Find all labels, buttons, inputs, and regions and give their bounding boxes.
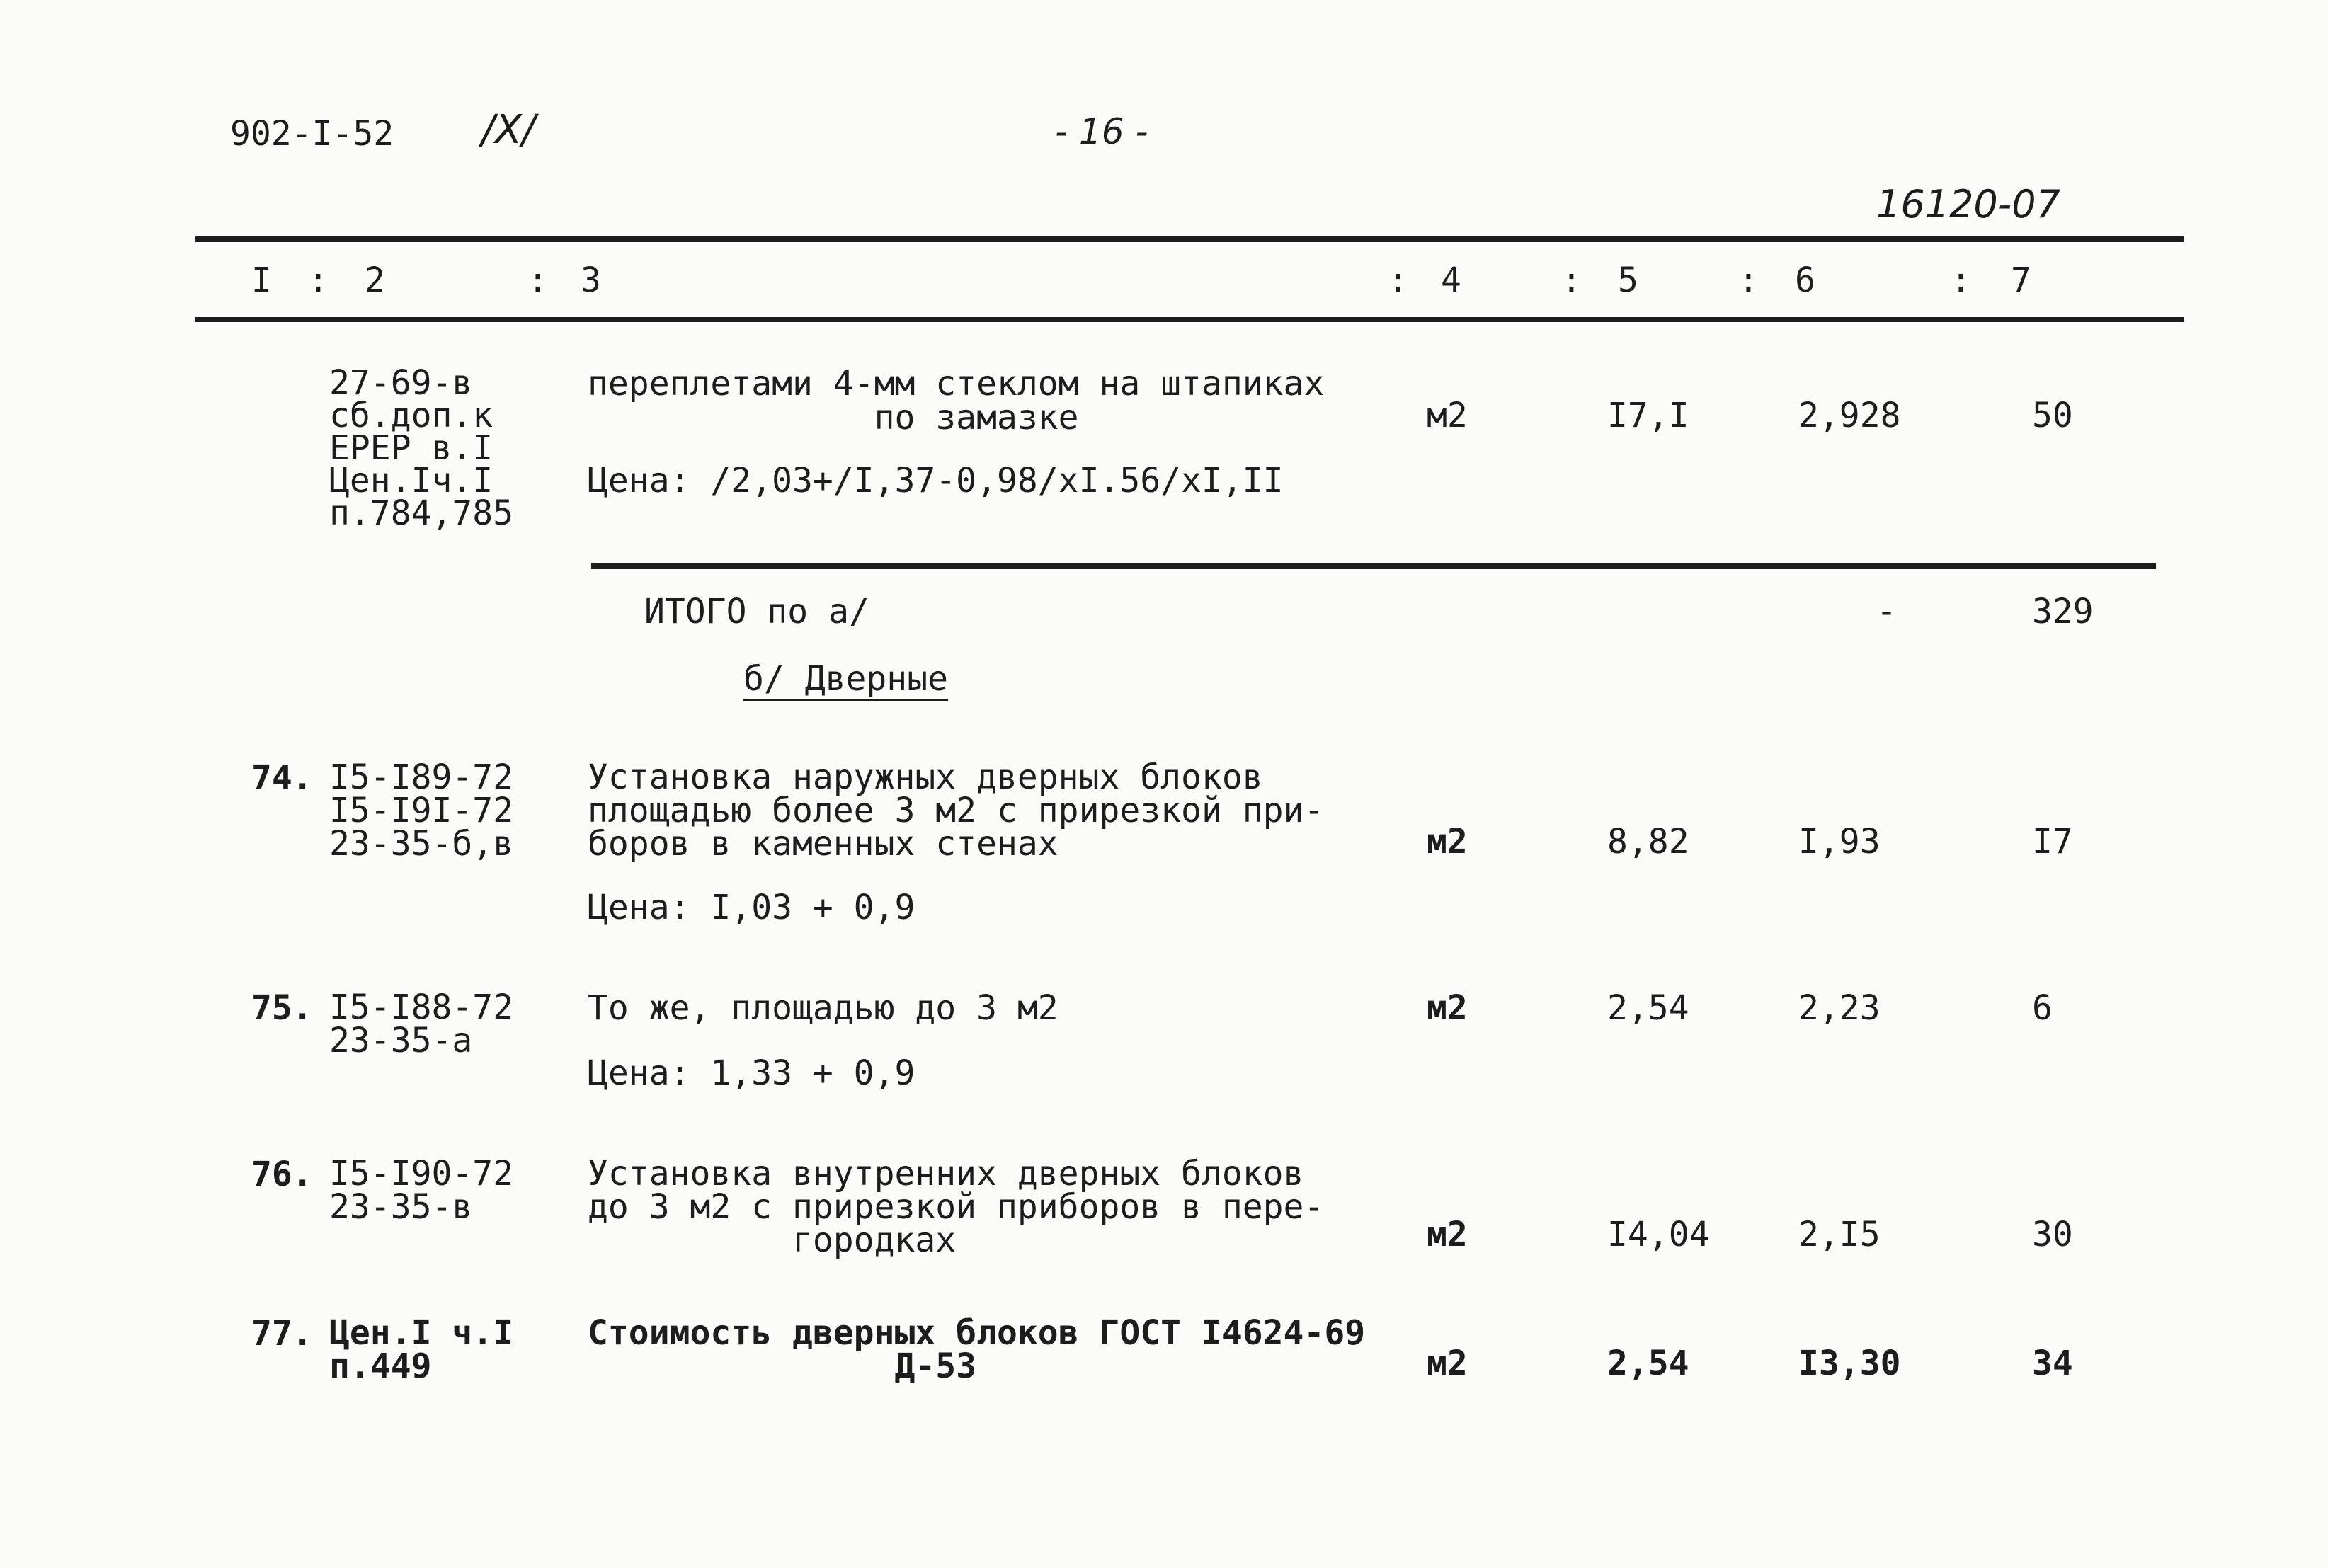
col-2-label: 2 [365,261,385,300]
row-unit-cost: I3,30 [1798,1344,1901,1383]
row-unit: м2 [1427,988,1468,1028]
row-number: 74. [251,758,313,798]
row-description: переплетами 4-мм стеклом на штапиках по замазке [588,364,1325,437]
row-number: 77. [251,1314,313,1354]
col-6-label: 6 [1795,261,1815,300]
header-bottom-rule [195,317,2184,322]
col-5-label: 5 [1618,261,1638,300]
row-total: 30 [2032,1215,2073,1254]
col-7-label: 7 [2011,261,2031,300]
col-sep: : [1738,261,1759,300]
subtotal-label: ИТОГО по а/ [644,592,869,631]
top-rule [195,236,2184,242]
col-sep: : [1951,261,1971,300]
col-1-label: I [251,261,272,300]
row-price: Цена: /2,03+/I,37-0,98/xI.56/xI,II [588,461,1284,500]
row-description: Установка внутренних дверных блоков до 3 м2 с прирезкой приборов в пере- городках [588,1154,1325,1260]
row-number: 76. [251,1155,313,1194]
row-quantity: 8,82 [1607,822,1689,862]
row-quantity: 2,54 [1607,1344,1689,1383]
row-quantity: I7,I [1607,396,1689,435]
row-reference: 27-69-в сб.доп.к ЕРЕР в.I Цен.Iч.I п.784,785 [329,363,514,533]
row-unit-cost: 2,23 [1798,988,1881,1028]
row-total: I7 [2032,822,2073,862]
row-description: То же, площадью до 3 м2 [588,988,1059,1028]
row-unit: м2 [1427,822,1468,862]
row-unit: м2 [1427,1344,1468,1383]
document-code: 902-I-52 [230,114,394,154]
row-total: 50 [2032,396,2073,435]
col-sep: : [1561,261,1582,300]
page-number: - 16 - [1055,111,1148,152]
row-unit-cost: 2,I5 [1798,1215,1881,1254]
sheet-code: 16120-07 [1876,182,2060,227]
col-4-label: 4 [1441,261,1461,300]
row-reference: I5-I88-72 23-35-а [329,988,514,1060]
row-reference: Цен.I ч.I п.449 [329,1313,514,1386]
row-unit-cost: I,93 [1798,822,1881,862]
col-3-label: 3 [581,261,601,300]
row-quantity: I4,04 [1607,1215,1710,1254]
row-reference: I5-I89-72 I5-I9I-72 23-35-б,в [329,757,514,864]
album-number: /X/ [481,107,536,153]
row-unit: м2 [1427,1215,1468,1254]
row-number: 75. [251,988,313,1028]
col-sep: : [1388,261,1408,300]
subtotal-rule [591,563,2156,569]
row-total: 6 [2032,988,2053,1028]
subtotal-dash: - [1876,592,1897,631]
row-total: 34 [2032,1344,2073,1383]
subtotal-value: 329 [2032,592,2094,631]
row-unit: м2 [1427,396,1468,435]
col-sep: : [527,261,548,300]
row-reference: I5-I90-72 23-35-в [329,1154,514,1227]
row-quantity: 2,54 [1607,988,1689,1028]
col-sep: : [308,261,329,300]
row-description: Установка наружных дверных блоков площадью более 3 м2 с прирезкой при- боров в каменных стенах [588,757,1325,864]
row-price: Цена: 1,33 + 0,9 [588,1053,915,1093]
row-unit-cost: 2,928 [1798,396,1901,435]
row-description: Стоимость дверных блоков ГОСТ I4624-69 Д-53 [588,1313,1366,1386]
section-heading: б/ Дверные [743,659,948,699]
row-price: Цена: I,03 + 0,9 [588,888,915,927]
